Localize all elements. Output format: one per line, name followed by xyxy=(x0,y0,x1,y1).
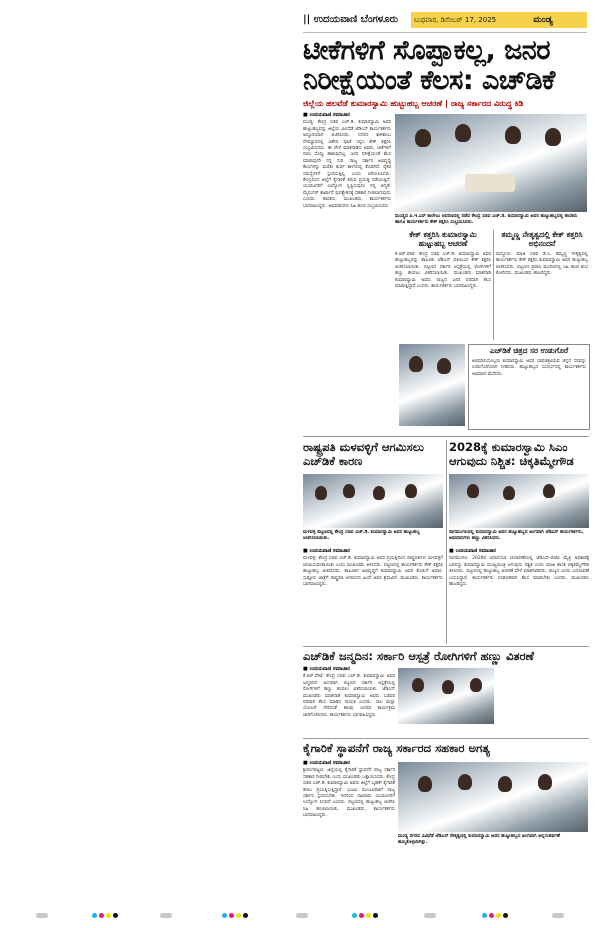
lead-body-column xyxy=(303,112,391,430)
story5-headline: ಕೈಗಾರಿಕೆ ಸ್ಥಾಪನೆಗೆ ರಾಜ್ಯ ಸರ್ಕಾರದ ಸಹಕಾರ ಅಗತ್ಯ xyxy=(303,741,490,755)
story3-photo xyxy=(449,474,589,528)
story5-body-column xyxy=(303,760,395,900)
lead-photo xyxy=(395,114,587,212)
story3-caption: ನಾಗಮಂಗಲದಲ್ಲಿ ಕುಮಾರಸ್ವಾಮಿ ಅವರ ಹುಟ್ಟುಹಬ್ಬದ ಅಂಗವಾಗಿ ಜೆಡಿಎಸ್ ಕಾರ್ಯಕರ್ತರು, ಅಭಿಮಾನಿಗಳು ಹಣ್ಣು ವಿತರಿಸಿದರು. xyxy=(449,530,584,541)
story4-body-column xyxy=(303,666,395,736)
story4-byline: ■ ಉದಯವಾಣಿ ಸಮಾಚಾರ xyxy=(303,666,350,672)
callout-box xyxy=(468,344,590,430)
lead-headline-line2: ನಿರೀಕ್ಷೆಯಂತೆ ಕೆಲಸ: ಎಚ್‌ಡಿಕೆ xyxy=(303,65,555,96)
story2-body: ಮಳವಳ್ಳಿ: ಕೇಂದ್ರ ಸಚಿವ ಎಚ್.ಡಿ. ಕುಮಾರಸ್ವಾಮಿ ಅವರ ಪ್ರಯತ್ನದಿಂದ ರಾಷ್ಟ್ರಪತಿಗಳು ಮಳವಳ್ಳಿಗೆ ಆಗಮಿಸುವಂತಾಯಿತು ಎಂದು ಮುಖಂಡರು ತಿಳಿಸಿದರು. ಪಟ್ಟಣದಲ್ಲಿ ಕಾರ್ಯಕರ್ತರು ಕೇಕ್ ಕತ್ತರಿಸಿ ಹುಟ್ಟುಹಬ್ಬ ಆಚರಿಸಿದರು. ತಾಲೂಕಿನ ಅಭಿವೃದ್ಧಿಗೆ ಕುಮಾರಸ್ವಾಮಿ ಅವರ ಕೊಡುಗೆ ಅಪಾರ. ಸುತ್ತೂರು ಜಾತ್ರೆಗೆ ರಾಷ್ಟ್ರಪತಿ ಆಗಮನದ ಹಿಂದೆ ಅವರ ಶ್ರಮವಿದೆ. ಮುಖಂಡರು, ಕಾರ್ಯಕರ್ತರು ಭಾಗವಹಿಸಿದ್ದರು. xyxy=(303,556,443,588)
story5-byline: ■ ಉದಯವಾಣಿ ಸಮಾಚಾರ xyxy=(303,760,350,766)
column-divider xyxy=(493,230,494,340)
story3-headline: 2028ಕ್ಕೆ ಕುಮಾರಸ್ವಾಮಿ ಸಿಎಂ ಆಗುವುದು ನಿಶ್ಚಿತ: ಚಿಕ್ಕತಿಮ್ಮೇಗೌಡ xyxy=(449,440,574,468)
lead-photo-caption: ಮಂಡ್ಯದ ಪಿ.ಇ.ಎಸ್ ಕಾಲೇಜು ಆವರಣದಲ್ಲಿ ನಡೆದ ಕೇಂದ್ರ ಸಚಿವ ಎಚ್.ಡಿ. ಕುಮಾರಸ್ವಾಮಿ ಅವರ ಹುಟ್ಟುಹಬ್ಬದಲ್ಲಿ ಶಾಸಕರು ಹಾಗೂ ಕಾರ್ಯಕರ್ತರು ಕೇಕ್ ಕತ್ತರಿಸಿ ಸಂಭ್ರಮಿಸಿದರು. xyxy=(395,214,578,225)
column-divider xyxy=(446,440,447,644)
callout-body: ಅಭಿಮಾನಿಯೊಬ್ಬರು ಕುಮಾರಸ್ವಾಮಿ ಅವರ ಭಾವಚಿತ್ರವಿರುವ ಚಿನ್ನದ ಸರವನ್ನು ಉಡುಗೊರೆಯಾಗಿ ನೀಡಿದರು. ಹುಟ್ಟುಹಬ್ಬದ ಸಂದರ್ಭದಲ್ಲಿ ಕಾರ್ಯಕರ್ತರು ಅಭಿಮಾನ ಮೆರೆದರು. xyxy=(472,359,586,377)
story5-photo xyxy=(398,762,588,832)
story2-photo xyxy=(303,474,443,528)
story2-caption: ಮಳವಳ್ಳಿ ಪಟ್ಟಣದಲ್ಲಿ ಕೇಂದ್ರ ಸಚಿವ ಎಚ್.ಡಿ. ಕುಮಾರಸ್ವಾಮಿ ಅವರ ಹುಟ್ಟುಹಬ್ಬ ಆಚರಿಸಲಾಯಿತು. xyxy=(303,530,420,541)
lead-byline: ■ ಉದಯವಾಣಿ ಸಮಾಚಾರ xyxy=(303,112,350,118)
callout-photo xyxy=(399,344,465,426)
masthead xyxy=(303,12,587,33)
callout-headline: ಎಚ್‌ಡಿಕೆ ಚಿತ್ರದ ಸರ ಉಡುಗೊರೆ xyxy=(469,345,589,357)
section-divider xyxy=(303,738,589,739)
section-name: ಮಂಡ್ಯ xyxy=(499,12,587,28)
sub2-headline: ತಮ್ಮಣ್ಣ ನೇತೃತ್ವದಲ್ಲಿ ಕೇಕ್ ಕತ್ತರಿಸಿ ಅಭಿನಂದನೆ xyxy=(501,230,583,248)
story3-byline: ■ ಉದಯವಾಣಿ ಸಮಾಚಾರ xyxy=(449,548,496,554)
lead-subhead: ಜಿಲ್ಲೆಯ ಹಲವೆಡೆ ಕುಮಾರಸ್ವಾಮಿ ಹುಟ್ಟುಹಬ್ಬ ಆಚರಣೆ | ರಾಜ್ಯ ಸರ್ಕಾರದ ವಿರುದ್ಧ ಕಿಡಿ xyxy=(303,99,524,108)
story4-body: ಕೆ.ಆರ್.ಪೇಟೆ: ಕೇಂದ್ರ ಸಚಿವ ಎಚ್.ಡಿ. ಕುಮಾರಸ್ವಾಮಿ ಅವರ ಜನ್ಮದಿನದ ಅಂಗವಾಗಿ ಪಟ್ಟಣದ ಸರ್ಕಾರಿ ಆಸ್ಪತ್ರೆಯಲ್ಲಿ ರೋಗಿಗಳಿಗೆ ಹಣ್ಣು ಹಂಪಲು ವಿತರಿಸಲಾಯಿತು. ಜೆಡಿಎಸ್ ಮುಖಂಡರು ಮಾತನಾಡಿ ಕುಮಾರಸ್ವಾಮಿ ಅವರು ಬಡವರ ಪರವಾಗಿ ಕೆಲಸ ಮಾಡಿದ ನಾಯಕ ಎಂದರು. ಸಾಲ ಮನ್ನಾ ಯೋಜನೆ ಸೇರಿದಂತೆ ಹಲವು ಜನಪರ ಕಾರ್ಯಕ್ರಮ ಜಾರಿಗೊಳಿಸಿದರು. ಕಾರ್ಯಕರ್ತರು ಭಾಗವಹಿಸಿದ್ದರು. xyxy=(303,674,395,718)
story5-caption: ಮಂಡ್ಯ ನಗರದ ವಿವಿಧೆಡೆ ಜೆಡಿಎಸ್ ನೇತೃತ್ವದಲ್ಲಿ ಕುಮಾರಸ್ವಾಮಿ ಅವರ ಹುಟ್ಟುಹಬ್ಬದ ಅಂಗವಾಗಿ ಅನ್ನಸಂತರ್ಪಣೆ ಹಮ್ಮಿಕೊಳ್ಳಲಾಗಿತ್ತು. xyxy=(398,834,561,845)
story4-headline: ಎಚ್‌ಡಿಕೆ ಜನ್ಮದಿನ: ಸರ್ಕಾರಿ ಆಸ್ಪತ್ರೆ ರೋಗಿಗಳಿಗೆ ಹಣ್ಣು ವಿತರಣೆ xyxy=(303,649,534,663)
story2-body-column xyxy=(303,548,443,644)
paper-name: || ಉದಯವಾಣಿ ಬೆಂಗಳೂರು xyxy=(303,14,399,25)
issue-date: ಬುಧವಾರ, ಡಿಸೆಂಬರ್ 17, 2025 xyxy=(411,12,499,28)
story4-photo xyxy=(398,668,494,724)
section-divider xyxy=(303,436,589,437)
lead-headline-line1: ಟೀಕೆಗಳಿಗೆ ಸೊಪ್ಪಾಕಲ್ಲ, ಜನರ xyxy=(303,35,551,66)
section-divider xyxy=(303,646,589,647)
sub1-headline: ಕೇಕ್ ಕತ್ತರಿಸಿ ಕುಮಾರಸ್ವಾಮಿ ಹುಟ್ಟುಹಬ್ಬ ಆಚರಣೆ xyxy=(409,230,477,248)
story4-body-cont xyxy=(497,666,589,736)
story5-body-cont xyxy=(398,850,588,902)
story5-body: ಶ್ರೀರಂಗಪಟ್ಟಣ: ಜಿಲ್ಲೆಯಲ್ಲಿ ಕೈಗಾರಿಕೆ ಸ್ಥಾಪನೆಗೆ ರಾಜ್ಯ ಸರ್ಕಾರ ಸಹಕಾರ ನೀಡಬೇಕು ಎಂದು ಮುಖಂಡರು ಒತ್ತಾಯಿಸಿದರು. ಕೇಂದ್ರ ಸಚಿವ ಎಚ್.ಡಿ. ಕುಮಾರಸ್ವಾಮಿ ಅವರು ಜಿಲ್ಲೆಗೆ ಬೃಹತ್ ಕೈಗಾರಿಕೆ ತರಲು ಪ್ರಯತ್ನಿಸುತ್ತಿದ್ದಾರೆ. ಭೂಮಿ ಮಂಜೂರಾತಿಗೆ ರಾಜ್ಯ ಸರ್ಕಾರ ಸ್ಪಂದಿಸಬೇಕು. ಇದರಿಂದ ಸಾವಿರಾರು ಯುವಜನರಿಗೆ ಉದ್ಯೋಗ ಸಿಗಲಿದೆ ಎಂದರು. ಪಟ್ಟಣದಲ್ಲಿ ಹುಟ್ಟುಹಬ್ಬ ಆಚರಿಸಿ ಸಿಹಿ ಹಂಚಲಾಯಿತು. ಮುಖಂಡರು, ಕಾರ್ಯಕರ್ತರು ಭಾಗವಹಿಸಿದ್ದರು. xyxy=(303,768,395,819)
story2-byline: ■ ಉದಯವಾಣಿ ಸಮಾಚಾರ xyxy=(303,548,350,554)
story3-body: ನಾಗಮಂಗಲ: 2028ರ ವಿಧಾನಸಭಾ ಚುನಾವಣೆಯಲ್ಲಿ ಜೆಡಿಎಸ್-ಬಿಜೆಪಿ ಮೈತ್ರಿ ಅಧಿಕಾರಕ್ಕೆ ಬರಲಿದ್ದು ಕುಮಾರಸ್ವಾಮಿ ಮುಖ್ಯಮಂತ್ರಿ ಆಗುವುದು ನಿಶ್ಚಿತ ಎಂದು ಮಾಜಿ ಶಾಸಕ ಚಿಕ್ಕತಿಮ್ಮೇಗೌಡ ತಿಳಿಸಿದರು. ಪಟ್ಟಣದಲ್ಲಿ ಹುಟ್ಟುಹಬ್ಬ ಆಚರಣೆ ವೇಳೆ ಮಾತನಾಡಿದರು. ರಾಜ್ಯದ ಜನರು ಬದಲಾವಣೆ ಬಯಸಿದ್ದಾರೆ. ಕಾರ್ಯಕರ್ತರು ಸಂಘಟಿತರಾಗಿ ಕೆಲಸ ಮಾಡಬೇಕು ಎಂದರು. ಮುಖಂಡರು ಹಾಜರಿದ್ದರು. xyxy=(449,556,589,588)
story2-headline: ರಾಷ್ಟ್ರಪತಿ ಮಳವಳ್ಳಿಗೆ ಆಗಮಿಸಲು ಎಚ್‌ಡಿಕೆ ಕಾರಣ xyxy=(303,440,424,468)
sub1-body: ಕೆ.ಆರ್.ಪೇಟೆ: ಕೇಂದ್ರ ಸಚಿವ ಎಚ್.ಡಿ. ಕುಮಾರಸ್ವಾಮಿ ಅವರ ಹುಟ್ಟುಹಬ್ಬವನ್ನು ತಾಲೂಕು ಜೆಡಿಎಸ್ ವತಿಯಿಂದ ಕೇಕ್ ಕತ್ತರಿಸಿ ಆಚರಿಸಲಾಯಿತು. ಪಟ್ಟಣದ ಸರ್ಕಾರಿ ಆಸ್ಪತ್ರೆಯಲ್ಲಿ ರೋಗಿಗಳಿಗೆ ಹಣ್ಣು ಹಂಪಲು ವಿತರಿಸಲಾಯಿತು. ಮುಖಂಡರು ಮಾತನಾಡಿ ಕುಮಾರಸ್ವಾಮಿ ಅವರು ರಾಜ್ಯದ ಜನರ ಪರವಾಗಿ ಕೆಲಸ ಮಾಡುತ್ತಿದ್ದಾರೆ ಎಂದರು. ಕಾರ್ಯಕರ್ತರು ಭಾಗವಹಿಸಿದ್ದರು. xyxy=(395,252,491,290)
story3-body-column xyxy=(449,548,589,644)
lead-body: ಮಂಡ್ಯ: ಕೇಂದ್ರ ಸಚಿವ ಎಚ್.ಡಿ. ಕುಮಾರಸ್ವಾಮಿ ಅವರ ಹುಟ್ಟುಹಬ್ಬವನ್ನು ಜಿಲ್ಲೆಯ ವಿವಿಧೆಡೆ ಜೆಡಿಎಸ್ ಕಾರ್ಯಕರ್ತರು ಅದ್ಧೂರಿಯಾಗಿ ಆಚರಿಸಿದರು. ನಗರದ ಕಾಳಿಕಾಂಬ ದೇವಸ್ಥಾನದಲ್ಲಿ ವಿಶೇಷ ಪೂಜೆ ಸಲ್ಲಿಸಿ ಕೇಕ್ ಕತ್ತರಿಸಿ ಸಂಭ್ರಮಿಸಿದರು. ಈ ವೇಳೆ ಮಾತನಾಡಿದ ಅವರು, ಟೀಕೆಗಳಿಗೆ ನಾನು ಸೊಪ್ಪು ಹಾಕುವುದಿಲ್ಲ. ಜನರ ನಿರೀಕ್ಷೆಯಂತೆ ಕೆಲಸ ಮಾಡುವುದೇ ನನ್ನ ಗುರಿ. ರಾಜ್ಯ ಸರ್ಕಾರ ಅಭಿವೃದ್ಧಿ ಕೆಲಸಗಳನ್ನು ಮರೆತು ಕುರ್ಚಿ ಕಾಳಗದಲ್ಲಿ ತೊಡಗಿದೆ. ರೈತರ ಸಮಸ್ಯೆಗಳಿಗೆ ಸ್ಪಂದಿಸುತ್ತಿಲ್ಲ ಎಂದು ಆರೋಪಿಸಿದರು. ಕೇಂದ್ರದಿಂದ ಜಿಲ್ಲೆಗೆ ಕೈಗಾರಿಕೆ ತರುವ ಪ್ರಯತ್ನ ನಡೆಯುತ್ತಿದೆ. ಯುವಜನರಿಗೆ ಉದ್ಯೋಗ ಸೃಷ್ಟಿಸುವುದು ನನ್ನ ಆದ್ಯತೆ. ಮೈಷುಗರ್ ಕಾರ್ಖಾನೆ ಪುನಶ್ಚೇತನಕ್ಕೆ ಸಹಕಾರ ನೀಡಲಾಗುವುದು ಎಂದರು. ಶಾಸಕರು, ಮುಖಂಡರು, ಕಾರ್ಯಕರ್ತರು ಭಾಗವಹಿಸಿದ್ದರು. ಅಭಿಮಾನಿಗಳು ಸಿಹಿ ಹಂಚಿ ಸಂಭ್ರಮಿಸಿದರು. xyxy=(303,120,391,209)
lead-headline xyxy=(303,36,589,96)
sub2-body: ಮದ್ದೂರು: ಮಾಜಿ ಸಚಿವ ಡಿ.ಸಿ. ತಮ್ಮಣ್ಣ ನೇತೃತ್ವದಲ್ಲಿ ಕಾರ್ಯಕರ್ತರು ಕೇಕ್ ಕತ್ತರಿಸಿ ಕುಮಾರಸ್ವಾಮಿ ಅವರ ಹುಟ್ಟುಹಬ್ಬ ಆಚರಿಸಿದರು. ಪಟ್ಟಣದ ಪ್ರವಾಸಿ ಮಂದಿರದಲ್ಲಿ ಸಿಹಿ ಹಂಚಿ ಶುಭ ಕೋರಿದರು. ಮುಖಂಡರು ಹಾಜರಿದ್ದರು. xyxy=(496,252,588,277)
